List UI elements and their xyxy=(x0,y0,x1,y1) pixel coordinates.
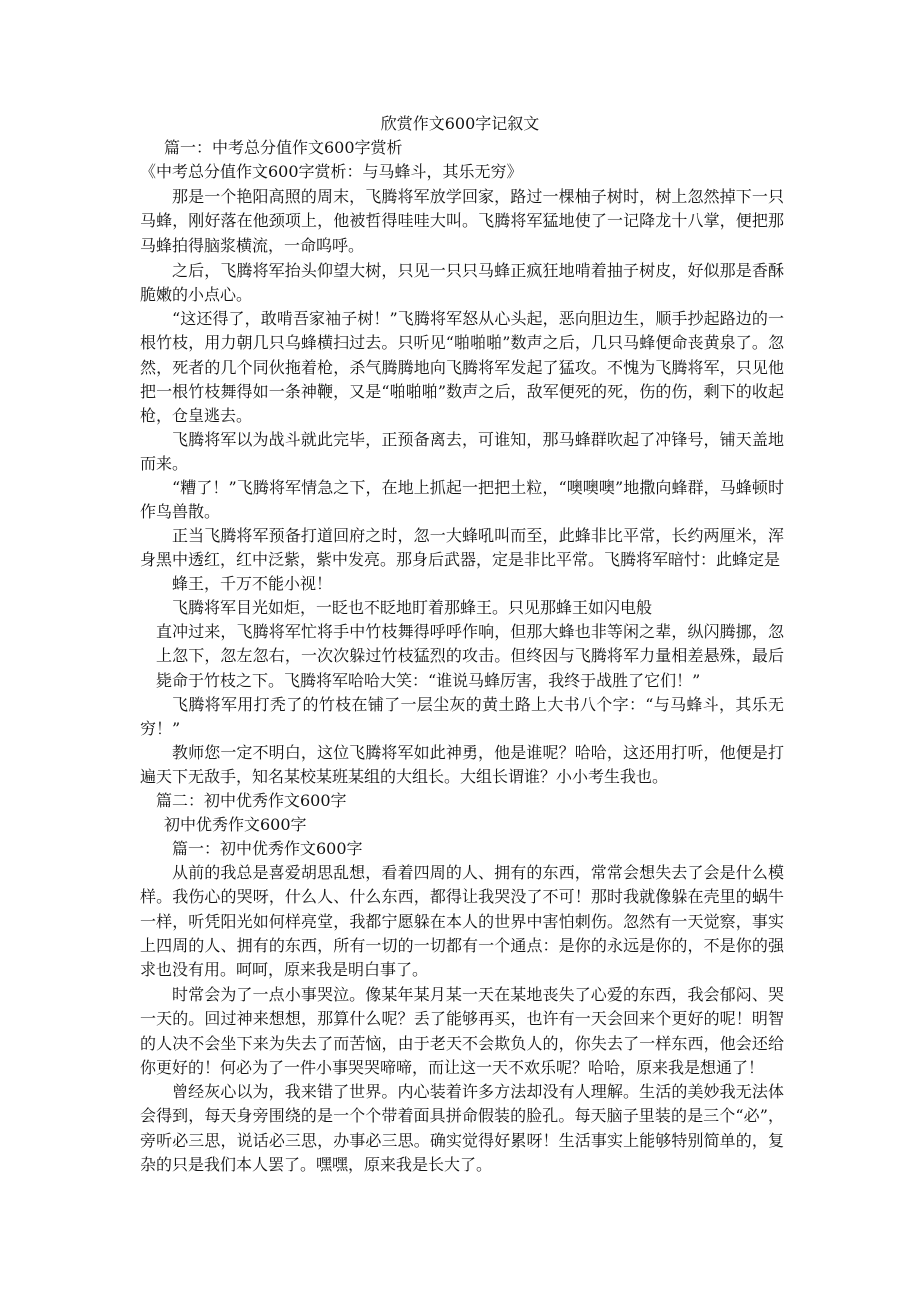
section2-heading: 篇二：初中优秀作文600字 xyxy=(156,791,347,810)
paragraph: 教师您一定不明白，这位飞腾将军如此神勇，他是谁呢？哈哈，这还用打听，他便是打遍天下无敌手，知名某校某班某组的大组长。大组长谓谁？小小考生我也。 xyxy=(140,743,784,787)
paragraph: 那是一个艳阳高照的周末，飞腾将军放学回家，路过一棵柚子树时，树上忽然掉下一只马蜂，刚好落在他颈项上，他被哲得哇哇大叫。飞腾将军猛地使了一记降龙十八掌，便把那马蜂拍得脑浆横流，一命呜呼。 xyxy=(140,187,784,255)
paragraph-line: 蜂王，千万不能小视！ xyxy=(172,574,333,593)
paragraph: 曾经灰心以为，我来错了世界。内心装着许多方法却没有人理解。生活的美妙我无法体会得到，每天身旁围绕的是一个个带着面具拼命假装的脸孔。每天脑子里装的是三个“必”，旁听必三思，说话必三思，办事必三思。确实觉得好累呀！生活事实上能够特别简单的，复杂的只是我们本人罢了。嘿嘿，原来我是长大了。 xyxy=(140,1082,784,1174)
paragraph: 飞腾将军以为战斗就此完毕，正预备离去，可谁知，那马蜂群吹起了冲锋号，铺天盖地而来。 xyxy=(140,430,784,474)
paragraph: 时常会为了一点小事哭泣。像某年某月某一天在某地丧失了心爱的东西，我会郁闷、哭一天的。回过神来想想，那算什么呢？丢了能够再买，也许有一天会回来个更好的呢！明智的人决不会坐下来为失去了而苦恼，由于老天不会欺负人的，你失去了一样东西，他会还给你更好的！何必为了一件小事哭哭啼啼，而让这一天不欢乐呢？哈哈，原来我是想通了！ xyxy=(140,985,784,1077)
paragraph: 从前的我总是喜爱胡思乱想，看着四周的人、拥有的东西，常常会想失去了会是什么模样。我伤心的哭呀，什么人、什么东西，都得让我哭没了不可！那时我就像躲在壳里的蜗牛一样，听凭阳光如何样亮堂，我都宁愿躲在本人的世界中害怕刺伤。忽然有一天觉察，事实上四周的人、拥有的东西，所有一切的一切都有一个通点：是你的永远是你的，不是你的强求也没有用。呵呵，原来我是明白事了。 xyxy=(140,863,784,980)
paragraph: 之后，飞腾将军抬头仰望大树，只见一只只马蜂正疯狂地啃着抽子树皮，好似那是香酥脆嫩的小点心。 xyxy=(140,261,784,305)
paragraph: 正当飞腾将军预备打道回府之时，忽一大蜂吼叫而至，此蜂非比平常，长约两厘米，浑身黑中透红，红中泛紫，紫中发亮。那身后武器，定是非比平常。飞腾将军暗忖：此蜂定是 xyxy=(140,526,784,570)
paragraph-line: 飞腾将军目光如炬，一眨也不眨地盯着那蜂王。只见那蜂王如闪电般 xyxy=(172,598,653,617)
paragraph: 直冲过来，飞腾将军忙将手中竹枝舞得呼呼作响，但那大蜂也非等闲之辈，纵闪腾挪，忽上忽下，忽左忽右，一次次躲过竹枝猛烈的攻击。但终因与飞腾将军力量相差悬殊，最后毙命于竹枝之下。飞腾将军哈哈大笑：“谁说马蜂厉害，我终于战胜了它们！” xyxy=(156,622,784,690)
section1-heading: 篇一：中考总分值作文600字赏析 xyxy=(164,138,403,157)
section2-subtitle: 初中优秀作文600字 xyxy=(164,815,307,834)
paragraph: 飞腾将军用打秃了的竹枝在铺了一层尘灰的黄土路上大书八个字：“与马蜂斗，其乐无穷！” xyxy=(140,695,784,739)
page-title: 欣赏作文600字记叙文 xyxy=(380,114,540,133)
section2-sub-heading: 篇一：初中优秀作文600字 xyxy=(172,839,363,858)
paragraph: “这还得了，敢啃吾家袖子树！”飞腾将军怒从心头起，恶向胆边生，顺手抄起路边的一根竹枝，用力朝几只乌蜂横扫过去。只听见“啪啪啪”数声之后，几只马蜂便命丧黄泉了。忽然，死者的几个同伙拖着枪，杀气腾腾地向飞腾将军发起了猛攻。不愧为飞腾将军，只见他把一根竹枝舞得如一条神鞭，又是“啪啪啪”数声之后，敌军便死的死，伤的伤，剩下的收起枪，仓皇逃去。 xyxy=(140,309,784,426)
paragraph: “糟了！”飞腾将军情急之下，在地上抓起一把把土粒，“噢噢噢”地撒向蜂群，马蜂顿时作鸟兽散。 xyxy=(140,478,784,522)
section1-subtitle: 《中考总分值作文600字赏析：与马蜂斗，其乐无穷》 xyxy=(140,162,523,181)
